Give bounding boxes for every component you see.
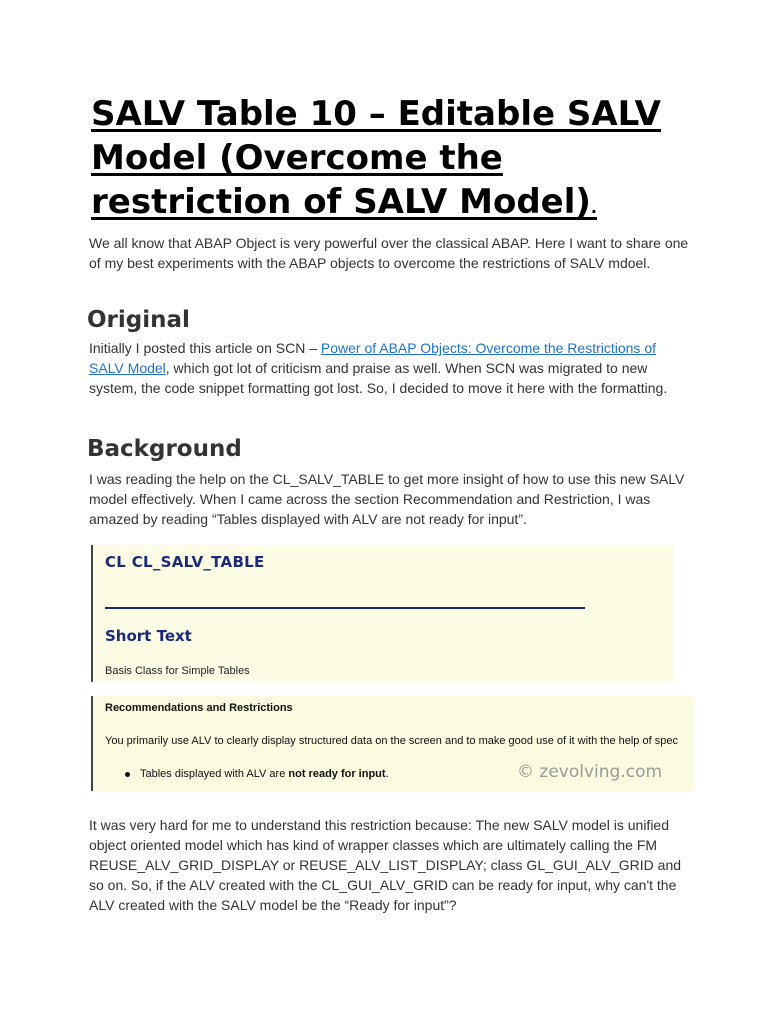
- intro-paragraph: We all know that ABAP Object is very powerful over the classical ABAP. Here I want to share one of my best experiments with the ABAP objects to overcome the restrictions of SALV mdoel.: [89, 235, 689, 271]
- original-heading: Original: [87, 307, 190, 333]
- bullet-suffix: .: [385, 768, 389, 780]
- scn-article-link[interactable]: Power of ABAP Objects: Overcome the Restrictions of SALV Model: [89, 340, 656, 376]
- page-title-text: SALV Table 10 – Editable SALV Model (Overcome the restriction of SALV Model): [91, 94, 661, 222]
- bullet-prefix: Tables displayed with ALV are: [140, 768, 289, 780]
- background-heading: Background: [87, 436, 242, 462]
- bullet-bold: not ready for input: [288, 768, 386, 780]
- watermark: © zevolving.com: [517, 762, 663, 782]
- original-text-after-link: , which got lot of criticism and praise as well. When SCN was migrated to new system, the code snippet formatting got lost. So, I decided to move it here with the formatting.: [89, 360, 668, 396]
- original-paragraph: [89, 338, 689, 398]
- class-header-screenshot: [91, 545, 674, 682]
- class-label: CL CL_SALV_TABLE: [105, 553, 265, 571]
- restrictions-screenshot: [91, 696, 694, 791]
- bullet-icon: [125, 772, 130, 777]
- class-divider: [105, 607, 585, 609]
- closing-paragraph: It was very hard for me to understand this restriction because: The new SALV model is unified object oriented model which has kind of wrapper classes which are ultimately calling the FM REUSE_ALV_GRID_DISPLAY or REUSE_ALV_LIST_DISPLAY; class GL_GUI_ALV_GRID and so on. So, if the ALV created with the CL_GUI_ALV_GRID can be ready for input, why can't the ALV created with the SALV model be the “Ready for input”?: [89, 817, 682, 913]
- page-title-trailing: .: [590, 198, 597, 217]
- class-description: Basis Class for Simple Tables: [105, 665, 250, 677]
- page-title: [91, 92, 691, 230]
- original-text-before-link: Initially I posted this article on SCN –: [89, 340, 321, 356]
- short-text-heading: Short Text: [105, 627, 192, 645]
- restrictions-heading: Recommendations and Restrictions: [105, 702, 293, 714]
- restriction-bullet: [125, 768, 389, 780]
- background-paragraph: I was reading the help on the CL_SALV_TABLE to get more insight of how to use this new SALV model effectively. When I came across the section Recommendation and Restriction, I was amazed by reading “Tables displayed with ALV are not ready for input”.: [89, 471, 685, 527]
- restrictions-line: You primarily use ALV to clearly display structured data on the screen and to make good use of it with the help of spec: [105, 735, 678, 747]
